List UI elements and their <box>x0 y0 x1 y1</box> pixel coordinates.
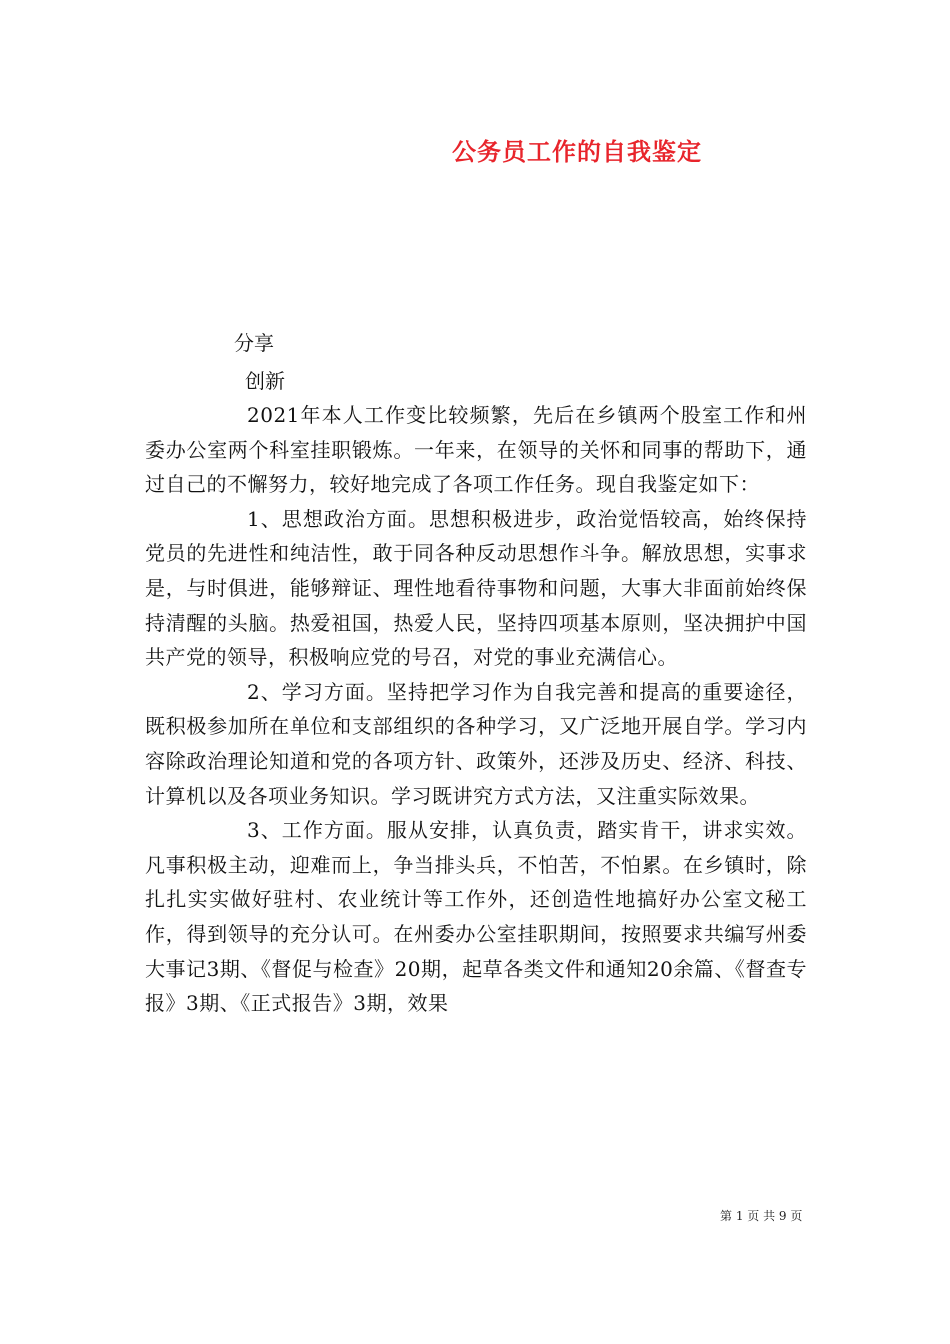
page-footer: 第 1 页 共 9 页 <box>720 1209 803 1223</box>
tag-share: 分享 <box>234 331 274 355</box>
paragraph-work: 3、工作方面。服从安排，认真负责，踏实肯干，讲求实效。凡事积极主动，迎难而上，争当排头兵，不怕苦，不怕累。在乡镇时，除扎扎实实做好驻村、农业统计等工作外，还创造性地搞好办公室文秘工作，得到领导的充分认可。在州委办公室挂职期间，按照要求共编写州委大事记3期、《督促与检查》20期，起草各类文件和通知20余篇、《督查专报》3期、《正式报告》3期，效果 <box>145 818 807 1016</box>
document-title: 公务员工作的自我鉴定 <box>452 138 702 166</box>
paragraph-intro: 2021年本人工作变比较频繁，先后在乡镇两个股室工作和州委办公室两个科室挂职锻炼。一年来，在领导的关怀和同事的帮助下，通过自己的不懈努力，较好地完成了各项工作任务。现自我鉴定如下： <box>145 403 807 497</box>
paragraph-politics: 1、思想政治方面。思想积极进步，政治觉悟较高，始终保持党员的先进性和纯洁性，敢于同各种反动思想作斗争。解放思想，实事求是，与时俱进，能够辩证、理性地看待事物和问题，大事大非面前始终保持清醒的头脑。热爱祖国，热爱人民，坚持四项基本原则，坚决拥护中国共产党的领导，积极响应党的号召，对党的事业充满信心。 <box>145 506 807 670</box>
document-body <box>145 398 807 1021</box>
paragraph-study: 2、学习方面。坚持把学习作为自我完善和提高的重要途径，既积极参加所在单位和支部组织的各种学习，又广泛地开展自学。学习内容除政治理论知道和党的各项方针、政策外，还涉及历史、经济、科技、计算机以及各项业务知识。学习既讲究方式方法，又注重实际效果。 <box>145 679 807 808</box>
tag-innovation: 创新 <box>245 369 285 393</box>
